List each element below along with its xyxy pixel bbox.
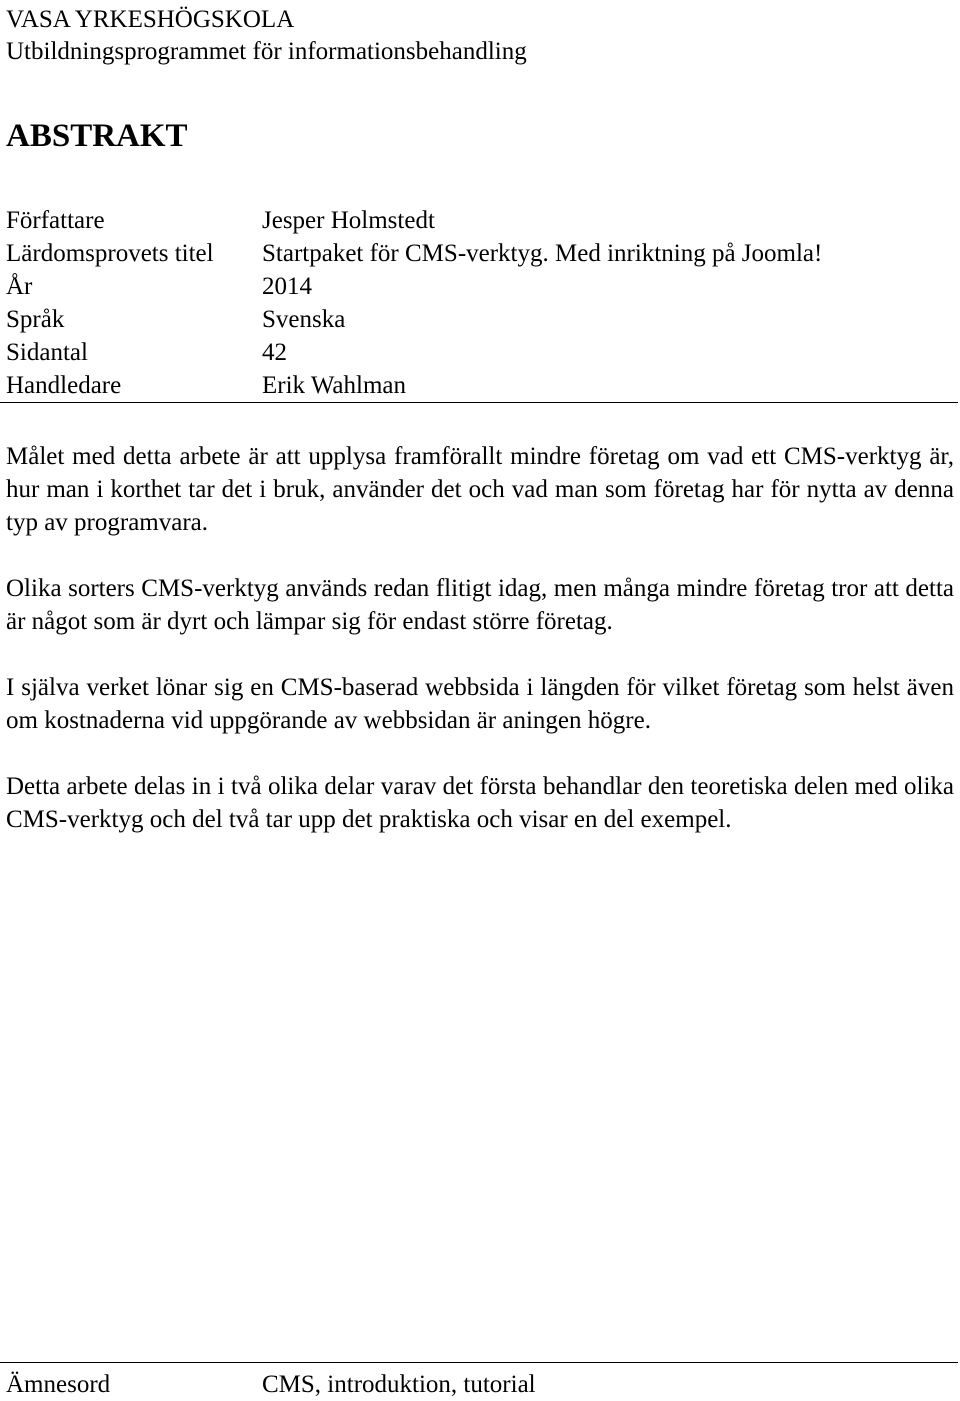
school-name: VASA YRKESHÖGSKOLA [6, 6, 295, 33]
meta-label: År [6, 273, 33, 300]
program-name: Utbildningsprogrammet för informationsbehandling [6, 38, 527, 65]
meta-label: Författare [6, 207, 105, 234]
keywords-label: Ämnesord [6, 1371, 111, 1398]
meta-value: Jesper Holmstedt [262, 207, 435, 234]
meta-label: Språk [6, 306, 65, 333]
meta-value: Startpaket för CMS-verktyg. Med inriktning på Joomla! [262, 240, 823, 267]
meta-value: 2014 [262, 273, 312, 300]
abstract-body [6, 440, 954, 869]
keywords-value: CMS, introduktion, tutorial [262, 1371, 536, 1398]
divider-top [0, 402, 958, 403]
meta-row-language [6, 303, 956, 336]
abstract-paragraph: Målet med detta arbete är att upplysa framförallt mindre företag om vad ett CMS-verktyg är, hur man i korthet tar det i bruk, använder det och vad man som företag har för nytta av denna typ av programvara. [6, 443, 954, 536]
meta-label: Sidantal [6, 339, 88, 366]
divider-bottom [0, 1362, 958, 1363]
metadata-table [6, 204, 956, 402]
meta-label: Lärdomsprovets titel [6, 240, 214, 267]
meta-row-year [6, 270, 956, 303]
abstract-paragraph: Detta arbete delas in i två olika delar varav det första behandlar den teoretiska delen med olika CMS-verktyg och del två tar upp det praktiska och visar en del exempel. [6, 773, 954, 833]
meta-label: Handledare [6, 372, 122, 399]
meta-row-supervisor [6, 369, 956, 402]
meta-row-pages [6, 336, 956, 369]
meta-value: Svenska [262, 306, 346, 333]
meta-value: 42 [262, 339, 287, 366]
abstract-paragraph: Olika sorters CMS-verktyg används redan flitigt idag, men många mindre företag tror att detta är något som är dyrt och lämpar sig för endast större företag. [6, 575, 954, 635]
page-title: ABSTRAKT [6, 118, 188, 154]
abstract-paragraph: I själva verket lönar sig en CMS-baserad webbsida i längden för vilket företag som helst även om kostnaderna vid uppgörande av webbsidan är aningen högre. [6, 674, 954, 734]
meta-row-author [6, 204, 956, 237]
meta-value: Erik Wahlman [262, 372, 407, 399]
meta-row-title [6, 237, 956, 270]
